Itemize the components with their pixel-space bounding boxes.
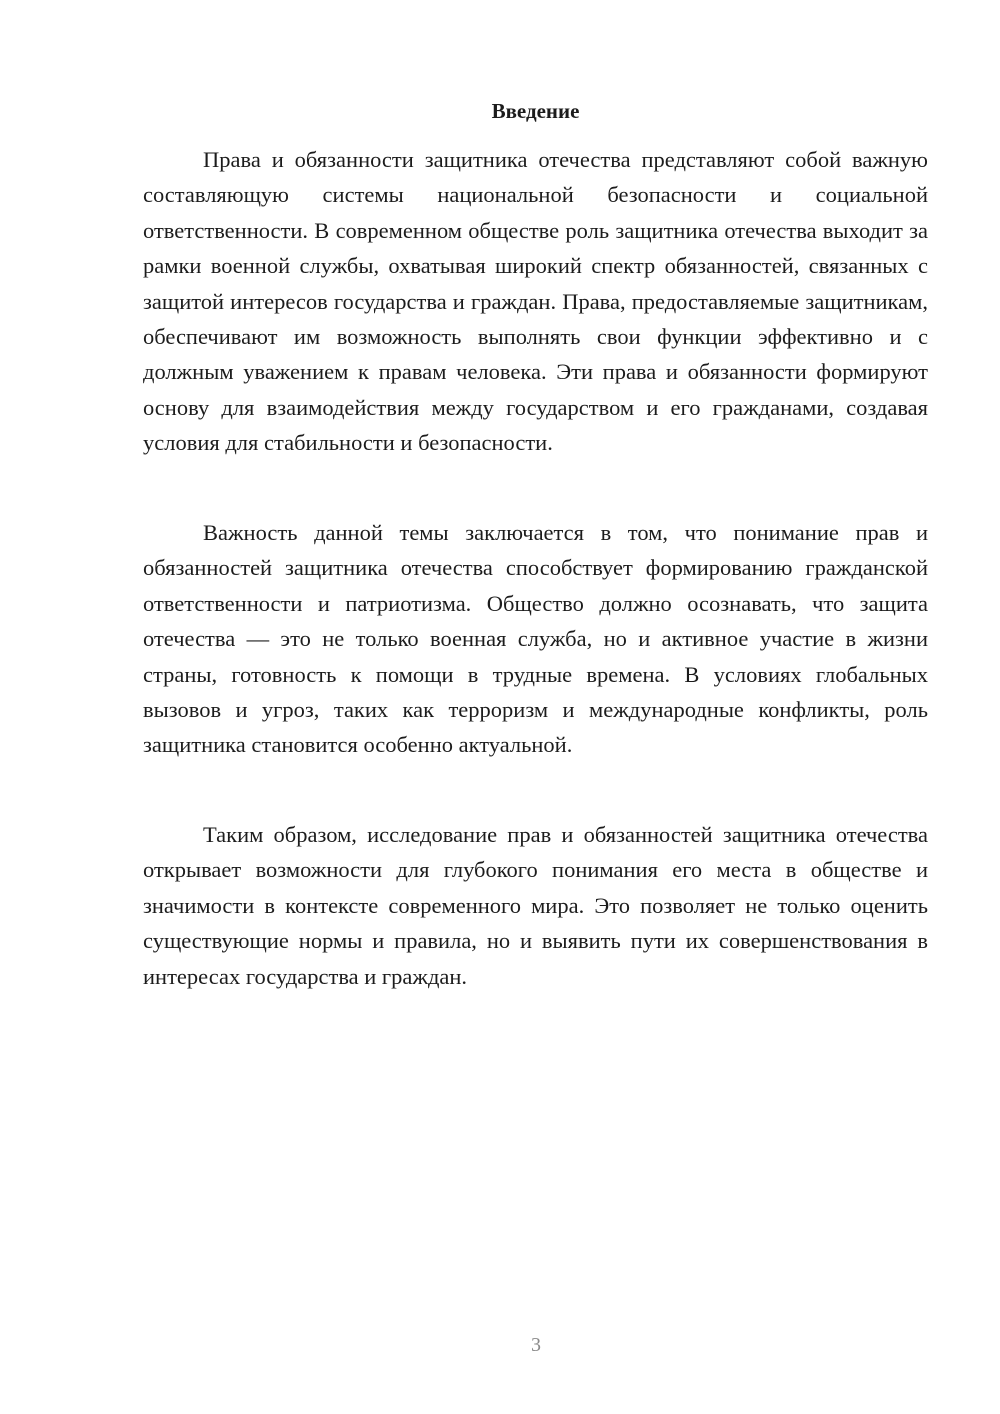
paragraph-1: Права и обязанности защитника отечества представляют собой важную составляющую системы национальной безопасности и социальной ответственности. В современном обществе роль защитника отечества выходит за рамки военной службы, охватывая широкий спектр обязанностей, связанных с защитой интересов государства и граждан. Права, предоставляемые защитникам, обеспечивают им возможность выполнять свои функции эффективно и с должным уважением к правам человека. Эти права и обязанности формируют основу для взаимодействия между государством и его гражданами, создавая условия для стабильности и безопасности. [143,147,928,456]
paragraph-3: Таким образом, исследование прав и обязанностей защитника отечества открывает возможности для глубокого понимания его места в обществе и значимости в контексте современного мира. Это позволяет не только оценить существующие нормы и правила, но и выявить пути их совершенствования в интересах государства и граждан. [143,822,928,989]
paragraph-2: Важность данной темы заключается в том, что понимание прав и обязанностей защитника отечества способствует формированию гражданской ответственности и патриотизма. Общество должно осознавать, что защита отечества — это не только военная служба, но и активное участие в жизни страны, готовность к помощи в трудные времена. В условиях глобальных вызовов и угроз, таких как терроризм и международные конфликты, роль защитника становится особенно актуальной. [143,520,928,758]
page-number: 3 [531,1334,541,1356]
section-heading: Введение [491,99,580,123]
